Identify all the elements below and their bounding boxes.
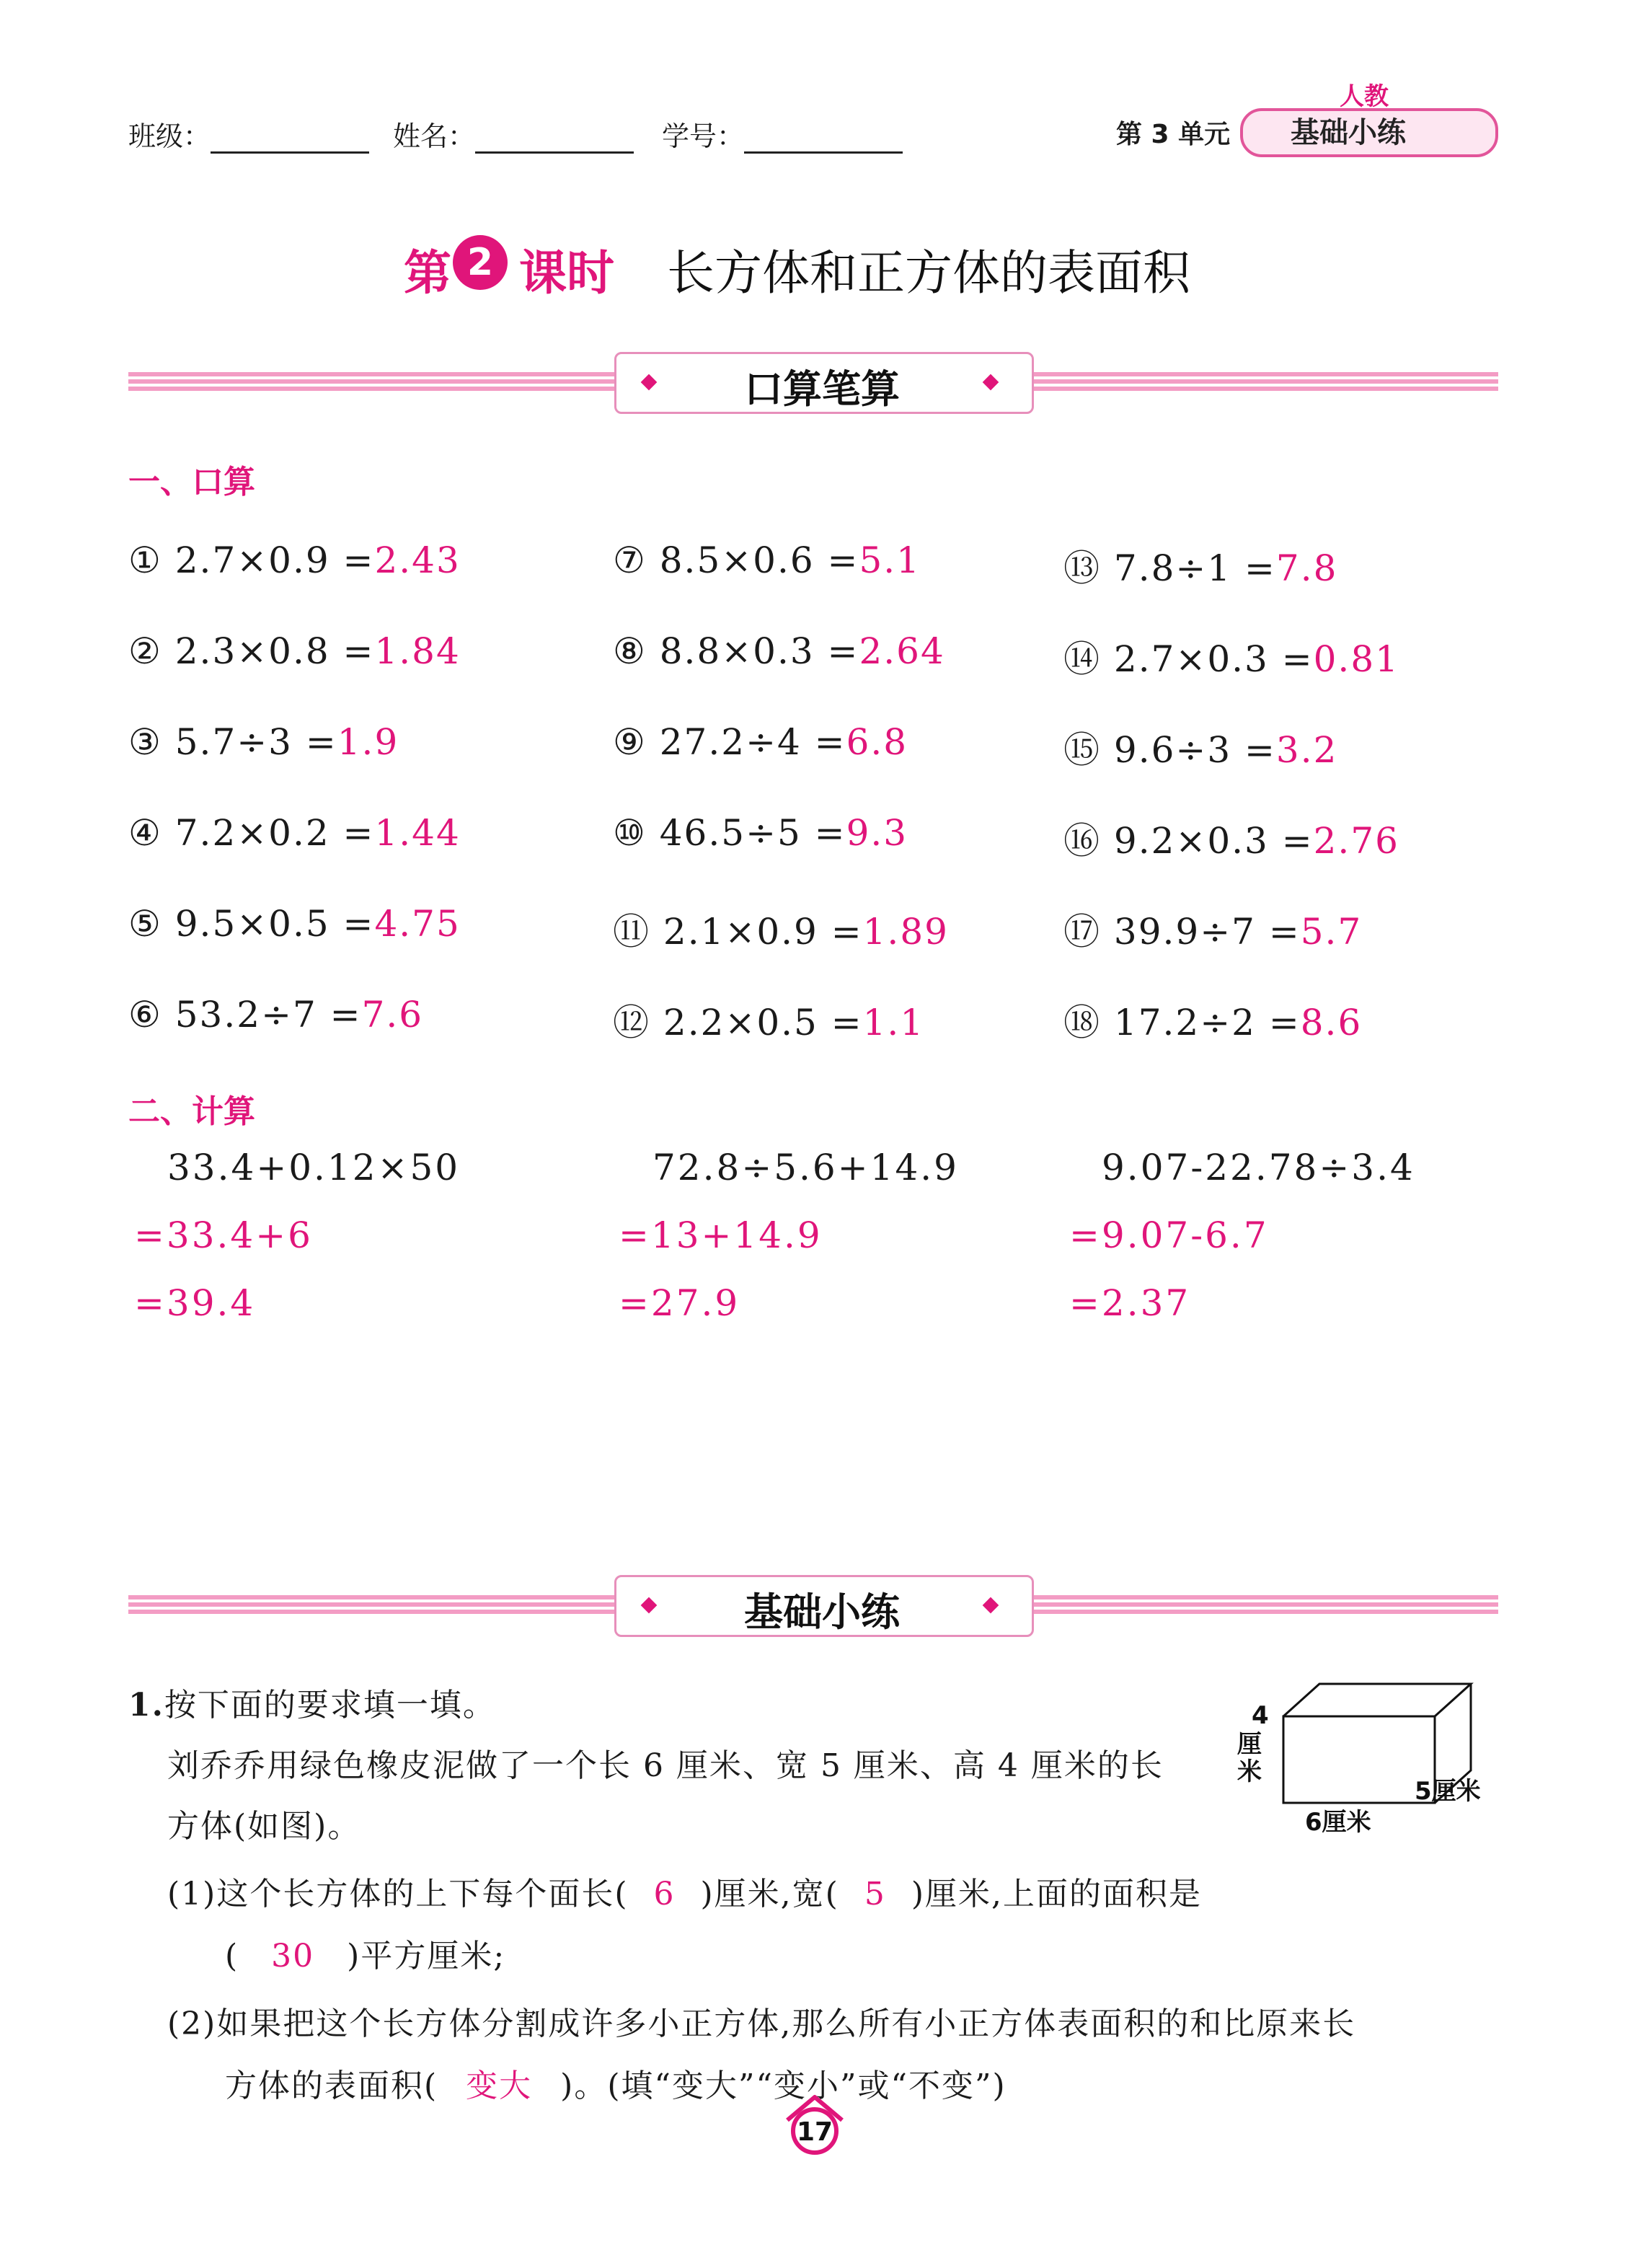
height-unit-2: 米 <box>1237 1757 1262 1786</box>
oral-answer: 2.64 <box>859 630 945 672</box>
oral-item: ⑭ 2.7×0.3 =0.81 <box>1063 638 1399 680</box>
student-id-field <box>662 114 903 154</box>
calc-result: =27.9 <box>619 1282 740 1324</box>
height-number: 4 <box>1252 1701 1269 1730</box>
calc-result: =39.4 <box>134 1282 256 1324</box>
page-number-badge <box>779 2091 851 2156</box>
cuboid-figure <box>1226 1666 1529 1839</box>
lesson-suffix: 课时 <box>519 245 614 301</box>
oral-item: ② 2.3×0.8 =1.84 <box>128 630 461 672</box>
oral-answer: 5.1 <box>859 539 921 581</box>
lesson-number-badge: 2 <box>453 235 508 290</box>
brand-top: 人教 <box>1340 82 1389 111</box>
oral-answer: 4.75 <box>374 903 461 945</box>
oral-item: ⑮ 9.6÷3 =3.2 <box>1063 729 1338 771</box>
height-unit-1: 厘 <box>1237 1730 1262 1759</box>
q1-sub1-line2: ( 30 )平方厘米; <box>225 1938 506 1974</box>
oral-answer: 6.8 <box>846 721 908 763</box>
width-label: 5厘米 <box>1415 1777 1481 1806</box>
q1-prompt: 1.按下面的要求填一填。 <box>128 1687 496 1724</box>
oral-answer: 1.9 <box>337 721 399 763</box>
answer-width: 5 <box>864 1876 886 1912</box>
oral-answer: 1.44 <box>374 812 461 854</box>
oral-answer: 3.2 <box>1275 729 1338 771</box>
oral-item: ⑱ 17.2÷2 =8.6 <box>1063 1002 1363 1043</box>
brand-main: 基础小练 <box>1291 116 1406 149</box>
oral-item: ⑤ 9.5×0.5 =4.75 <box>128 903 461 945</box>
name-label: 姓名： <box>393 120 476 152</box>
oral-item: ⑨ 27.2÷4 =6.8 <box>613 721 908 763</box>
oral-item: ③ 5.7÷3 =1.9 <box>128 721 399 763</box>
name-blank[interactable] <box>475 123 634 154</box>
oral-item: ④ 7.2×0.2 =1.44 <box>128 812 461 854</box>
calc-result: =2.37 <box>1069 1282 1191 1324</box>
page-title: 长方体和正方体的表面积 <box>667 245 1190 301</box>
oral-item: ⑫ 2.2×0.5 =1.1 <box>613 1002 925 1043</box>
oral-item: ⑯ 9.2×0.3 =2.76 <box>1063 820 1399 862</box>
oral-heading: 一、口算 <box>128 464 255 500</box>
oral-item: ⑰ 39.9÷7 =5.7 <box>1063 911 1363 953</box>
calc-step: =13+14.9 <box>619 1214 823 1256</box>
class-label: 班级： <box>128 120 211 152</box>
oral-item: ⑥ 53.2÷7 =7.6 <box>128 994 424 1036</box>
oral-answer: 5.7 <box>1300 911 1363 953</box>
cuboid-top-face <box>1283 1684 1471 1716</box>
oral-answer: 1.89 <box>862 911 949 953</box>
q1-desc-line1: 刘乔乔用绿色橡皮泥做了一个长 6 厘米、宽 5 厘米、高 4 厘米的长 <box>167 1747 1164 1784</box>
calc-expr: 33.4+0.12×50 <box>167 1147 461 1188</box>
class-field <box>128 114 369 154</box>
cuboid-front-face <box>1283 1716 1435 1803</box>
section2-title: 基础小练 <box>744 1589 900 1635</box>
answer-change: 变大 <box>466 2068 533 2104</box>
page-number: 17 <box>796 2117 833 2147</box>
oral-answer: 9.3 <box>846 812 908 854</box>
oral-item: ⑦ 8.5×0.6 =5.1 <box>613 539 921 581</box>
unit-label: 第 3 单元 <box>1116 120 1231 149</box>
oral-answer: 0.81 <box>1313 638 1399 680</box>
class-blank[interactable] <box>211 123 369 154</box>
q1-sub1-line1: (1)这个长方体的上下每个面长( 6 )厘米,宽( 5 )厘米,上面的面积是 <box>167 1876 1202 1912</box>
oral-answer: 1.84 <box>374 630 461 672</box>
oral-answer: 7.8 <box>1275 547 1338 589</box>
oral-answer: 1.1 <box>862 1002 925 1043</box>
lesson-prefix: 第 <box>404 245 451 301</box>
calc-step: =33.4+6 <box>134 1214 313 1256</box>
oral-answer: 7.6 <box>361 994 424 1036</box>
q1-sub2-line2: 方体的表面积( 变大 )。(填“变大”“变小”或“不变”) <box>225 2060 1007 2106</box>
student-id-label: 学号： <box>662 120 745 152</box>
answer-length: 6 <box>653 1876 676 1912</box>
answer-area: 30 <box>271 1938 315 1974</box>
oral-item: ① 2.7×0.9 =2.43 <box>128 539 461 581</box>
name-field <box>393 114 634 154</box>
oral-answer: 8.6 <box>1300 1002 1363 1043</box>
q1-sub2-line1: (2)如果把这个长方体分割成许多小正方体,那么所有小正方体表面积的和比原来长 <box>167 2006 1356 2042</box>
calc-heading: 二、计算 <box>128 1093 255 1130</box>
oral-item: ⑪ 2.1×0.9 =1.89 <box>613 911 949 953</box>
oral-answer: 2.43 <box>374 539 461 581</box>
calc-expr: 72.8÷5.6+14.9 <box>652 1147 959 1188</box>
section1-title: 口算笔算 <box>744 366 900 412</box>
length-label: 6厘米 <box>1305 1808 1371 1837</box>
oral-answer: 2.76 <box>1313 820 1399 862</box>
calc-expr: 9.07-22.78÷3.4 <box>1102 1147 1415 1188</box>
student-id-blank[interactable] <box>744 123 903 154</box>
calc-step: =9.07-6.7 <box>1069 1214 1269 1256</box>
q1-desc-line2: 方体(如图)。 <box>167 1808 361 1845</box>
oral-item: ⑧ 8.8×0.3 =2.64 <box>613 630 945 672</box>
q1-number: 1. <box>128 1687 164 1724</box>
oral-item: ⑬ 7.8÷1 =7.8 <box>1063 547 1338 589</box>
oral-item: ⑩ 46.5÷5 =9.3 <box>613 812 908 854</box>
